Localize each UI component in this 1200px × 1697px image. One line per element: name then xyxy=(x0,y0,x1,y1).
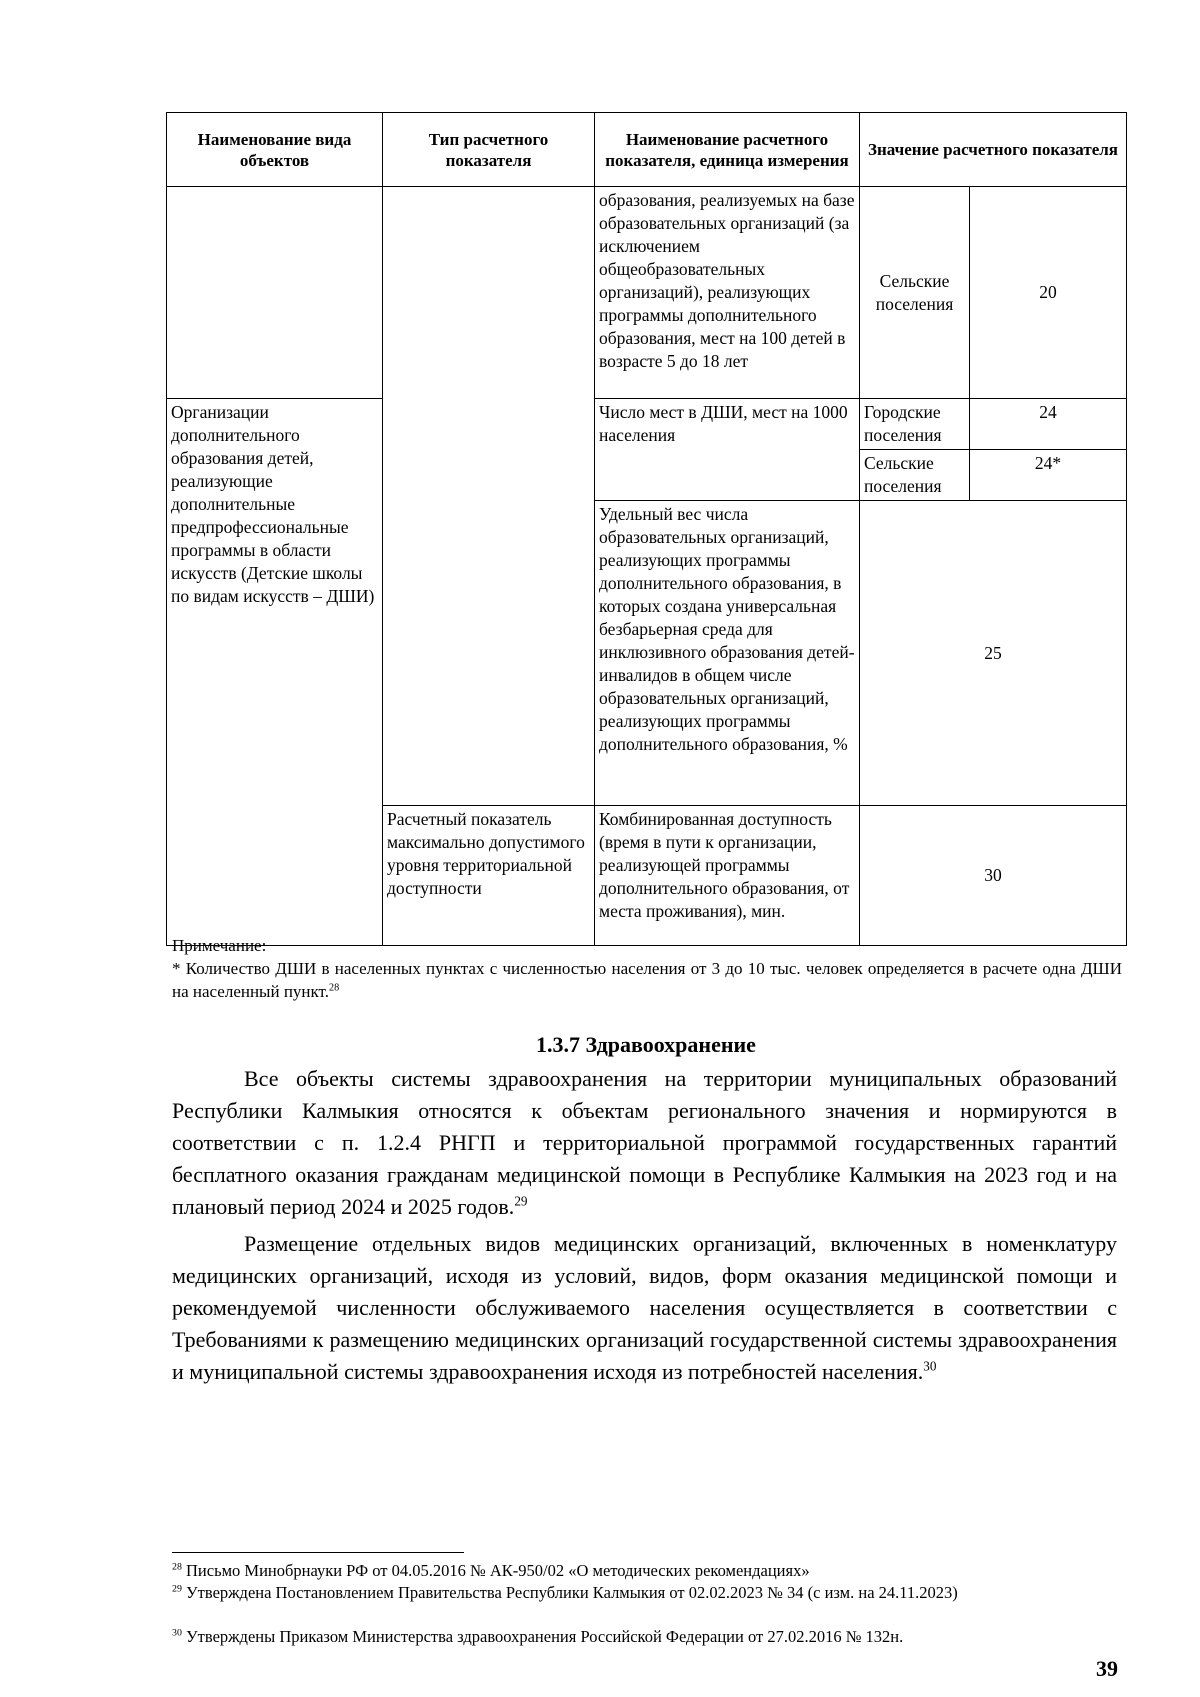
footnote xyxy=(172,1626,1117,1648)
table-row xyxy=(167,187,1127,399)
note-title: Примечание: xyxy=(172,936,267,955)
value-cell: 24 xyxy=(970,399,1127,450)
value-cell: 30 xyxy=(860,806,1127,946)
settlement-cell: Городские поселения xyxy=(860,399,970,450)
header-object-type: Наименование вида объектов xyxy=(167,113,383,187)
header-indicator-name: Наименование расчетного показателя, единица измерения xyxy=(595,113,860,187)
value-cell: 25 xyxy=(860,501,1127,806)
header-indicator-value: Значение расчетного показателя xyxy=(860,113,1127,187)
note-text xyxy=(172,957,1122,1003)
footnote-number: 28 xyxy=(172,1561,182,1573)
indicator-cell: Число мест в ДШИ, мест на 1000 населения xyxy=(595,399,860,501)
settlement-cell: Сельские поселения xyxy=(860,187,970,399)
empty-type-cell xyxy=(383,187,595,806)
type-cell: Расчетный показатель максимально допустимого уровня территориальной доступности xyxy=(383,806,595,946)
footnote xyxy=(172,1582,1117,1604)
footnote-number: 30 xyxy=(172,1627,182,1639)
indicator-cell: образования, реализуемых на базе образовательных организаций (за исключением общеобразовательных организаций), реализующих программы дополнительного образования, мест на 100 детей в возрасте 5 до 18 лет xyxy=(595,187,860,399)
value-cell: 24* xyxy=(970,450,1127,501)
note-body: * Количество ДШИ в населенных пунктах с численностью населения от 3 до 10 тыс. человек определяется в расчете одна ДШИ на населенный пункт. xyxy=(172,959,1122,1001)
footnote-number: 29 xyxy=(172,1583,182,1595)
footnote-separator xyxy=(172,1552,464,1553)
paragraph xyxy=(172,1228,1117,1388)
indicator-cell: Удельный вес числа образовательных организаций, реализующих программы дополнительного образования, в которых создана универсальная безбарьерная среда для инклюзивного образования детей-инвалидов в общем числе образовательных организаций, реализующих программы дополнительного образования, % xyxy=(595,501,860,806)
indicators-table xyxy=(166,112,1127,946)
header-indicator-type: Тип расчетного показателя xyxy=(383,113,595,187)
table-header-row xyxy=(167,113,1127,187)
object-name-cell: Организации дополнительного образования детей, реализующие дополнительные предпрофессиональные программы в области искусств (Детские школы по видам искусств – ДШИ) xyxy=(167,399,383,946)
footnote-text: Утверждена Постановлением Правительства Республики Калмыкия от 02.02.2023 № 34 (с изм. на 24.11.2023) xyxy=(186,1583,958,1602)
paragraph xyxy=(172,1063,1117,1223)
footnote xyxy=(172,1560,1117,1582)
section-title: 1.3.7 Здравоохранение xyxy=(536,1032,756,1057)
footnote-ref: 30 xyxy=(923,1358,937,1374)
empty-cell xyxy=(167,187,383,399)
footnote-ref: 28 xyxy=(328,982,340,994)
page-number: 39 xyxy=(1096,1656,1118,1681)
indicator-cell: Комбинированная доступность (время в пути к организации, реализующей программы дополнительного образования, от места проживания), мин. xyxy=(595,806,860,946)
table-row xyxy=(167,399,1127,450)
paragraph-text: Размещение отдельных видов медицинских организаций, включенных в номенклатуру медицинских организаций, исходя из условий, видов, форм оказания медицинской помощи и рекомендуемой численности обслуживаемого населения осуществляется в соответствии с Требованиями к размещению медицинских организаций государственной системы здравоохранения и муниципальной системы здравоохранения исходя из потребностей населения. xyxy=(172,1231,1117,1384)
footnote-text: Письмо Минобрнауки РФ от 04.05.2016 № АК-950/02 «О методических рекомендациях» xyxy=(186,1561,810,1580)
settlement-cell: Сельские поселения xyxy=(860,450,970,501)
footnote-text: Утверждены Приказом Министерства здравоохранения Российской Федерации от 27.02.2016 № 132н. xyxy=(186,1627,904,1646)
footnote-ref: 29 xyxy=(514,1193,528,1209)
value-cell: 20 xyxy=(970,187,1127,399)
paragraph-text: Все объекты системы здравоохранения на территории муниципальных образований Республики Калмыкия относятся к объектам регионального значения и нормируются в соответствии с п. 1.2.4 РНГП и территориальной программой государственных гарантий бесплатного оказания гражданам медицинской помощи в Республике Калмыкия на 2023 год и на плановый период 2024 и 2025 годов. xyxy=(172,1066,1117,1219)
